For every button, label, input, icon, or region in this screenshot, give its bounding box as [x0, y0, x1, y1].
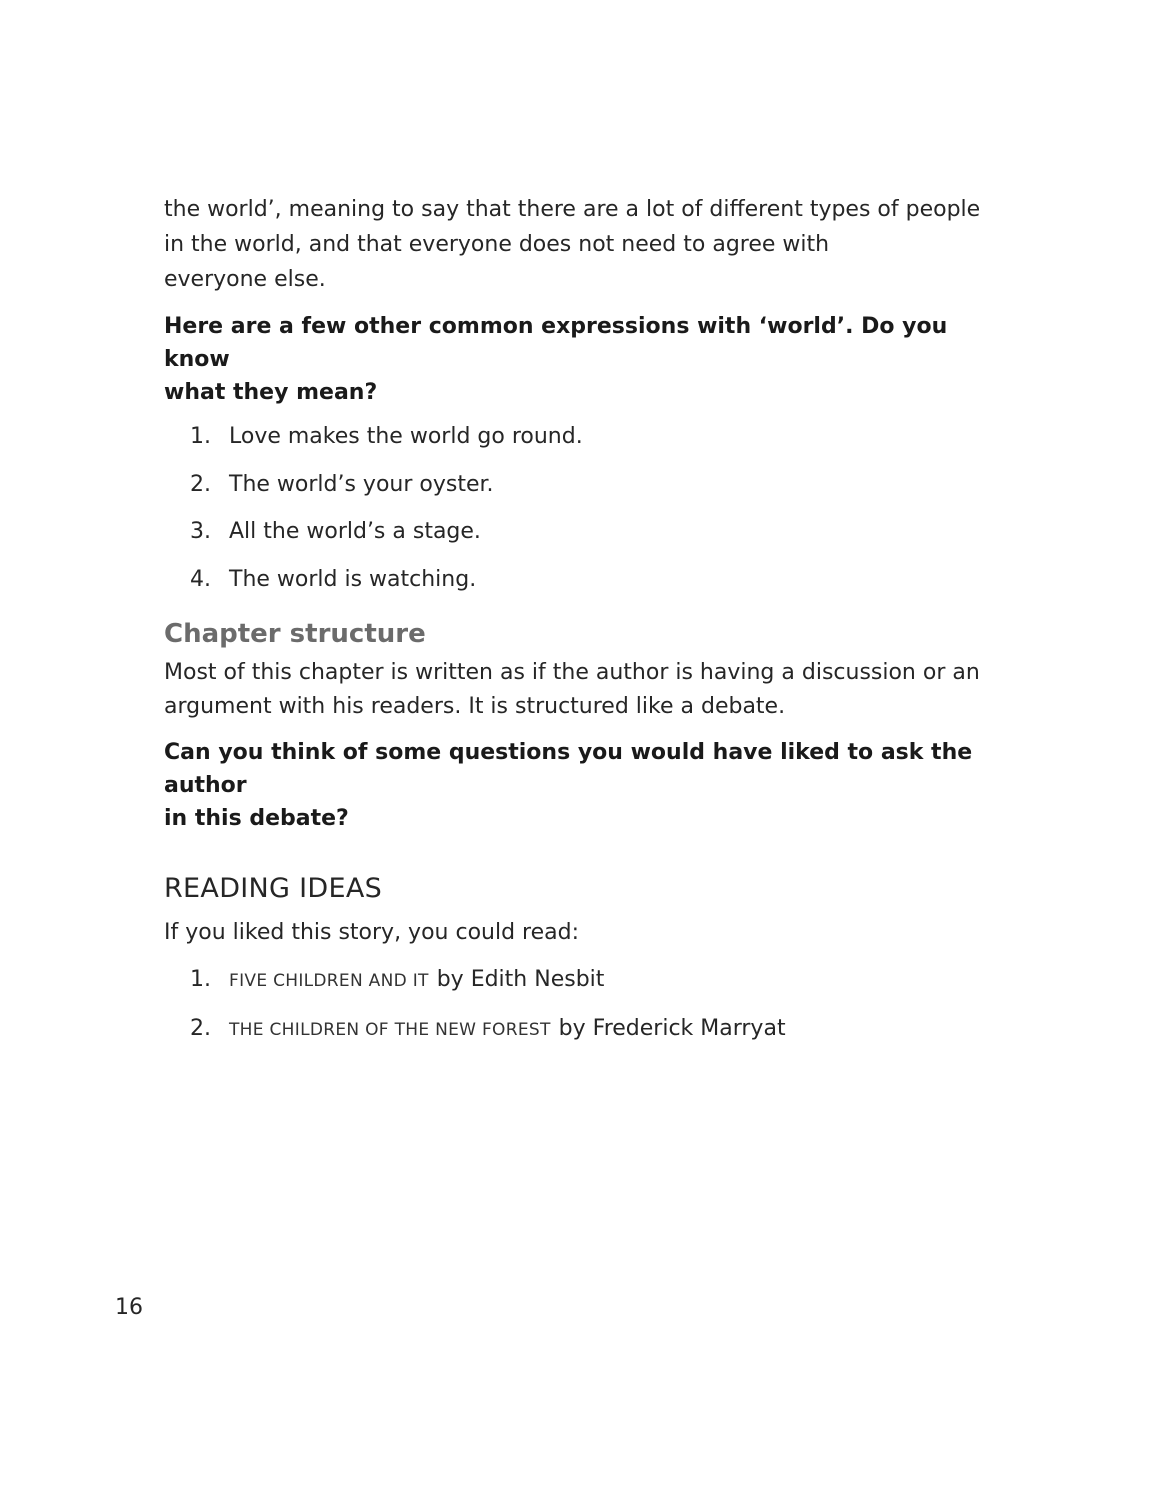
- reading-ideas-intro: If you liked this story, you could read:: [164, 919, 579, 945]
- chapter-structure-line-2: argument with his readers. It is structured like a debate.: [164, 693, 786, 719]
- page-number: 16: [115, 1295, 143, 1320]
- list-item: [164, 469, 1004, 501]
- expressions-question-line-2: what they mean?: [164, 380, 378, 405]
- continuation-line-3: everyone else.: [164, 267, 326, 292]
- continuation-line-2: in the world, and that everyone does not need to agree with: [164, 232, 830, 257]
- list-item-number: 1.: [190, 966, 211, 992]
- book-author: by Frederick Marryat: [558, 1015, 786, 1041]
- reading-ideas-heading: READING IDEAS: [164, 872, 383, 904]
- book-author: by Edith Nesbit: [436, 966, 605, 992]
- list-item-number: 2.: [190, 1015, 211, 1041]
- list-item-text: The world’s your oyster.: [229, 471, 494, 497]
- continuation-paragraph: [164, 192, 1004, 297]
- list-item-text: Love makes the world go round.: [229, 424, 583, 449]
- list-item-number: 4.: [190, 566, 211, 592]
- list-item-text: All the world’s a stage.: [229, 519, 481, 544]
- book-title: THE CHILDREN OF THE NEW FOREST: [229, 1019, 551, 1040]
- continuation-line-1: the world’, meaning to say that there are a lot of different types of people: [164, 197, 981, 222]
- list-item: [164, 964, 1004, 997]
- expressions-list: [164, 421, 1004, 596]
- list-item: [164, 564, 1004, 596]
- debate-question-line-1: Can you think of some questions you would have liked to ask the author: [164, 739, 973, 798]
- debate-question: [164, 736, 1004, 835]
- chapter-structure-heading: Chapter structure: [164, 618, 426, 649]
- list-item-number: 3.: [190, 519, 211, 544]
- list-item-number: 2.: [190, 471, 211, 497]
- chapter-structure-line-1: Most of this chapter is written as if the author is having a discussion or an: [164, 659, 980, 685]
- expressions-question: [164, 310, 1004, 409]
- page-content: [164, 192, 1004, 1062]
- book-title: FIVE CHILDREN AND IT: [229, 970, 429, 991]
- list-item-text: The world is watching.: [229, 566, 477, 592]
- list-item: [164, 516, 1004, 548]
- debate-question-line-2: in this debate?: [164, 805, 349, 831]
- list-item-number: 1.: [190, 424, 211, 449]
- expressions-question-line-1: Here are a few other common expressions with ‘world’. Do you know: [164, 314, 948, 372]
- list-item: [164, 1013, 1004, 1046]
- list-item: [164, 421, 1004, 453]
- reading-list: [164, 964, 1004, 1046]
- chapter-structure-paragraph: [164, 656, 1004, 724]
